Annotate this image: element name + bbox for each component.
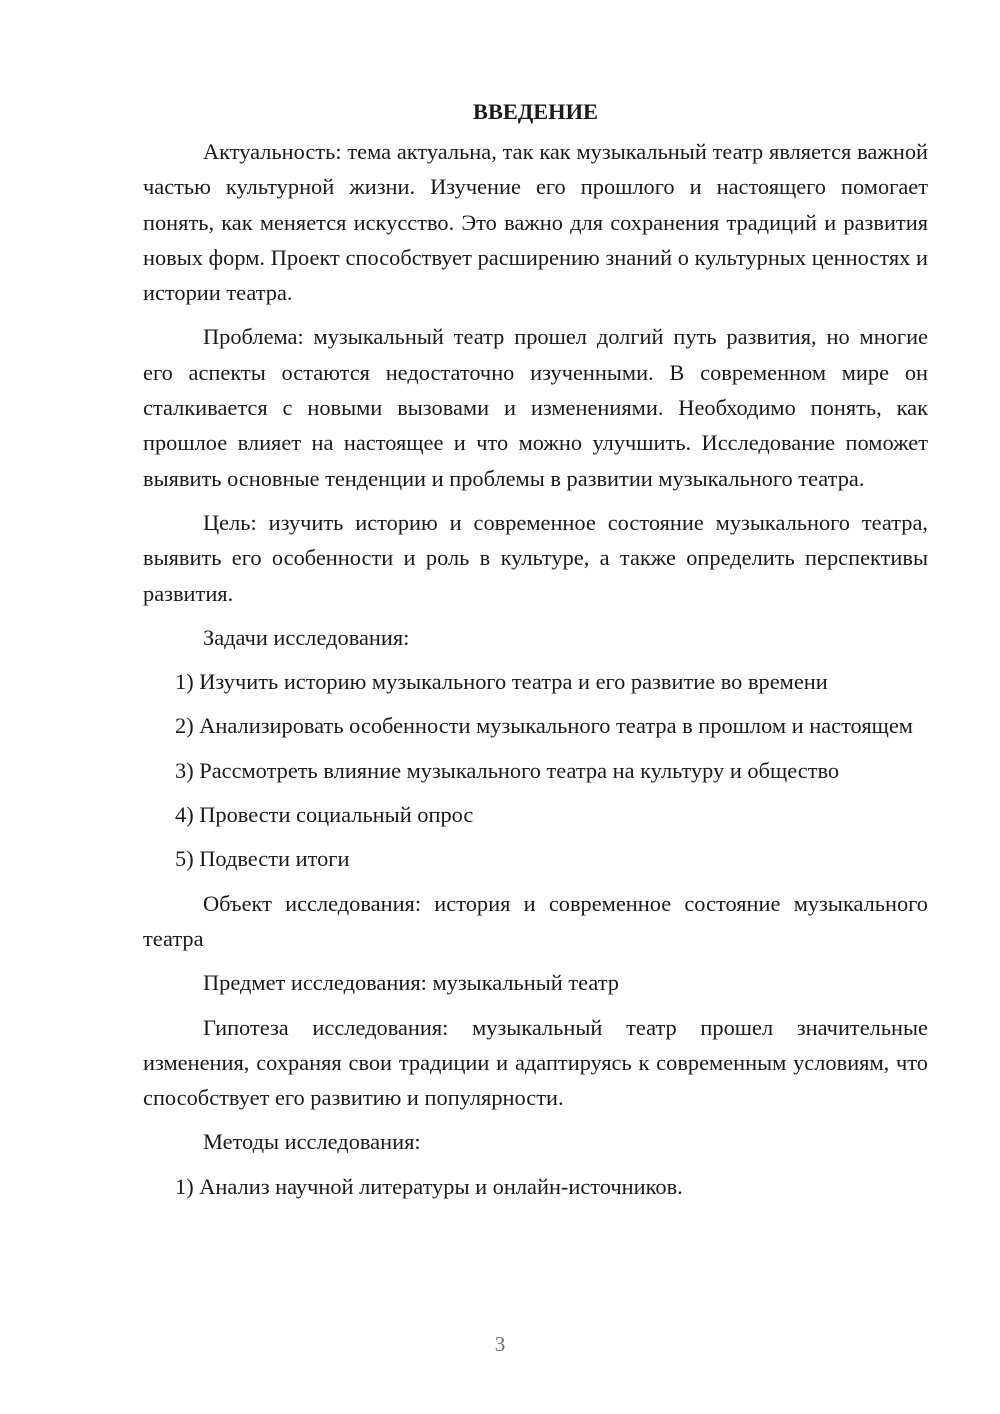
object-paragraph: Объект исследования: история и современное состояние музыкального театра: [143, 890, 928, 951]
tasks-heading: Задачи исследования:: [203, 624, 410, 650]
methods-list: [143, 1169, 928, 1204]
task-item: 2) Анализировать особенности музыкального театра в прошлом и настоящем: [175, 713, 913, 739]
section-title: ВВЕДЕНИЕ: [473, 99, 598, 124]
task-item: 4) Провести социальный опрос: [175, 802, 474, 828]
subject-paragraph: Предмет исследования: музыкальный театр: [203, 970, 619, 996]
document-page: [143, 96, 928, 1213]
tasks-list: [143, 664, 928, 876]
method-item: 1) Анализ научной литературы и онлайн-источников.: [175, 1173, 683, 1199]
relevance-paragraph: Актуальность: тема актуальна, так как музыкальный театр является важной частью культурной жизни. Изучение его прошлого и настоящего помогает понять, как меняется искусство. Это важно для сохранения традиций и развития новых форм. Проект способствует расширению знаний о культурных ценностях и истории театра.: [143, 139, 928, 306]
methods-heading: Методы исследования:: [203, 1129, 421, 1155]
task-item: 5) Подвести итоги: [175, 846, 350, 872]
page-number: 3: [494, 1332, 506, 1356]
problem-paragraph: Проблема: музыкальный театр прошел долгий путь развития, но многие его аспекты остаются недостаточно изученными. В современном мире он сталкивается с новыми вызовами и изменениями. Необходимо понять, как прошлое влияет на настоящее и что можно улучшить. Исследование поможет выявить основные тенденции и проблемы в развитии музыкального театра.: [143, 324, 928, 491]
task-item: 3) Рассмотреть влияние музыкального театра на культуру и общество: [175, 757, 840, 783]
task-item: 1) Изучить историю музыкального театра и его развитие во времени: [175, 669, 828, 695]
hypothesis-paragraph: Гипотеза исследования: музыкальный театр прошел значительные изменения, сохраняя свои традиции и адаптируясь к современным условиям, что способствует его развитию и популярности.: [143, 1014, 928, 1111]
goal-paragraph: Цель: изучить историю и современное состояние музыкального театра, выявить его особенности и роль в культуре, а также определить перспективы развития.: [143, 509, 928, 606]
